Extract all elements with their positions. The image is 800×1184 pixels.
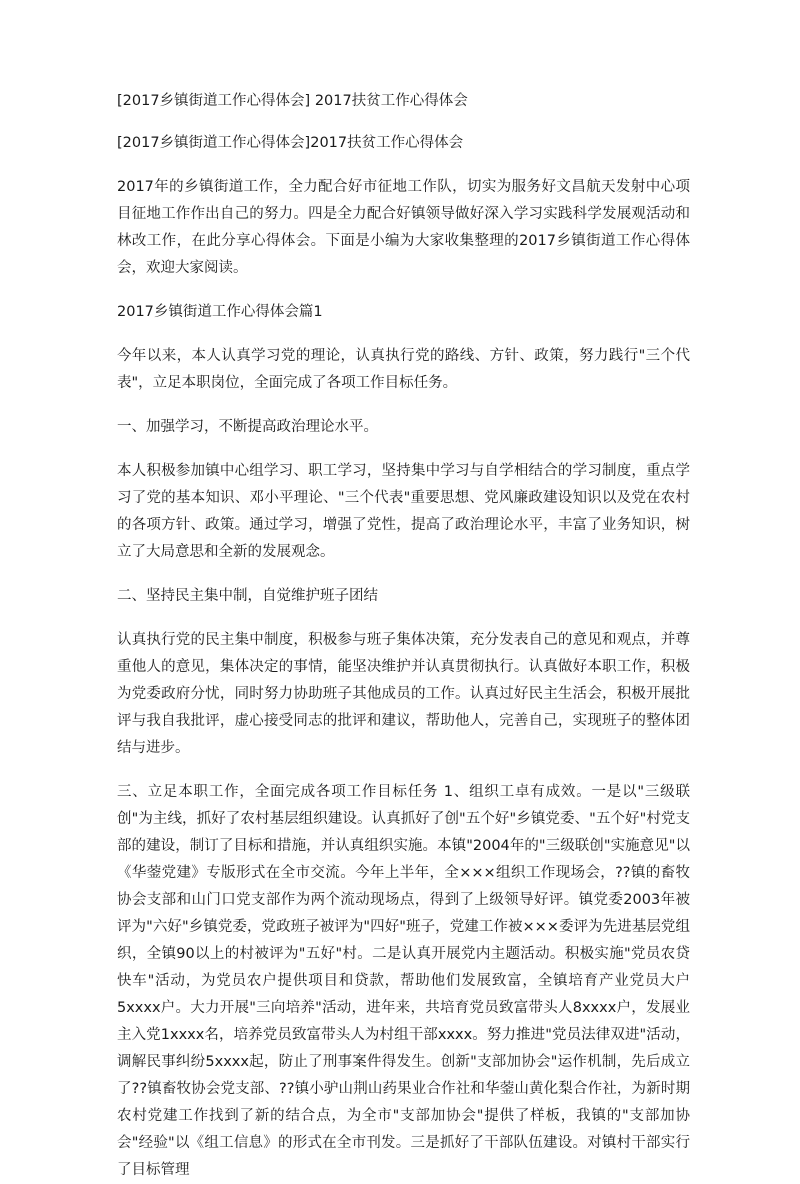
paragraph-3: 认真执行党的民主集中制度，积极参与班子集体决策，充分发表自己的意见和观点，并尊重他人的意见，集体决定的事情，能坚决维护并认真贯彻执行。认真做好本职工作，积极为党委政府分忧，同时努力协助班子其他成员的工作。认真过好民主生活会，积极开展批评与我自我批评，虚心接受同志的批评和建议，帮助他人，完善自己，实现班子的整体团结与进步。 (117, 632, 690, 756)
document-title-2: [2017乡镇街道工作心得体会]2017扶贫工作心得体会 (117, 135, 464, 151)
section-title: 2017乡镇街道工作心得体会篇1 (117, 304, 323, 320)
paragraph-4: 三、立足本职工作，全面完成各项工作目标任务 1、组织工卓有成效。一是以"三级联创"为主线，抓好了农村基层组织建设。认真抓好了创"五个好"乡镇党委、"五个好"村党支部的建设，制订了目标和措施，并认真组织实施。本镇"2004年的"三级联创"实施意见"以《华蓥党建》专版形式在全市交流。今年上半年，全×××组织工作现场会，??镇的畜牧协会支部和山门口党支部作为两个流动现场点，得到了上级领导好评。镇党委2003年被评为"六好"乡镇党委，党政班子被评为"四好"班子，党建工作被×××委评为先进基层党组织，全镇90以上的村被评为"五好"村。二是认真开展党内主题活动。积极实施"党员农贷快车"活动，为党员农户提供项目和贷款，帮助他们发展致富，全镇培育产业党员大户5xxxx户。大力开展"三向培养"活动，进年来，共培育党员致富带头人8xxxx户，发展业主入党1xxxx名，培养党员致富带头人为村组干部xxxx。努力推进"党员法律双进"活动，调解民事纠纷5xxxx起，防止了刑事案件得发生。创新"支部加协会"运作机制，先后成立了??镇畜牧协会党支部、??镇小驴山荆山药果业合作社和华蓥山黄化梨合作社，为新时期农村党建工作找到了新的结合点，为全市"支部加协会"提供了样板，我镇的"支部加协会"经验"以《组工信息》的形式在全市刊发。三是抓好了干部队伍建设。对镇村干部实行了目标管理 (117, 784, 691, 1178)
paragraph-1: 今年以来，本人认真学习党的理论，认真执行党的路线、方针、政策，努力践行"三个代表"，立足本职岗位，全面完成了各项工作目标任务。 (117, 348, 690, 391)
heading-1: 一、加强学习，不断提高政治理论水平。 (117, 419, 378, 435)
document-title-1: [2017乡镇街道工作心得体会] 2017扶贫工作心得体会 (117, 93, 468, 109)
paragraph-2: 本人积极参加镇中心组学习、职工学习，坚持集中学习与自学相结合的学习制度，重点学习了党的基本知识、邓小平理论、"三个代表"重要思想、党风廉政建设知识以及党在农村的各项方针、政策。通过学习，增强了党性，提高了政治理论水平，丰富了业务知识，树立了大局意思和全新的发展观念。 (117, 463, 690, 560)
intro-paragraph: 2017年的乡镇街道工作，全力配合好市征地工作队，切实为服务好文昌航天发射中心项目征地工作作出自己的努力。四是全力配合好镇领导做好深入学习实践科学发展观活动和林改工作，在此分享心得体会。下面是小编为大家收集整理的2017乡镇街道工作心得体会，欢迎大家阅读。 (117, 179, 690, 276)
heading-2: 二、坚持民主集中制，自觉维护班子团结 (117, 588, 378, 604)
